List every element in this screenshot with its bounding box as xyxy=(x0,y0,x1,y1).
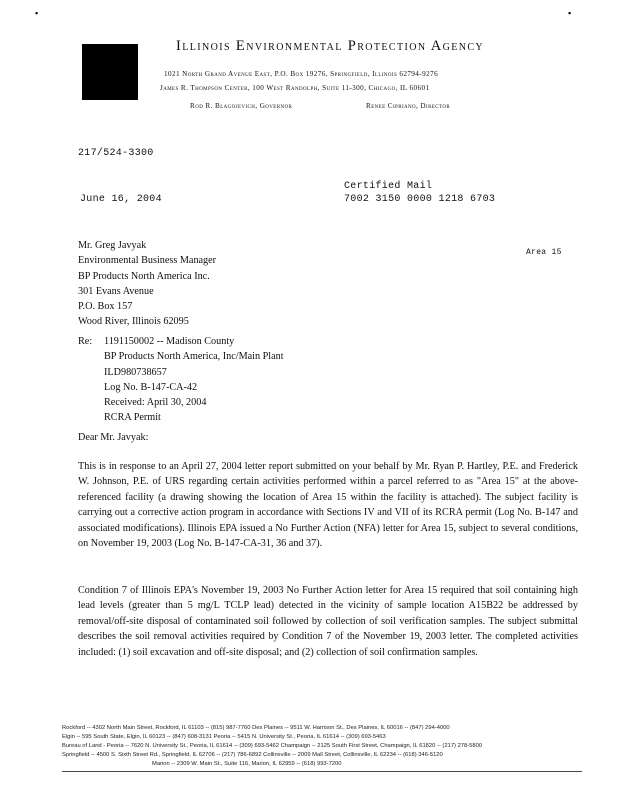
recipient-line: P.O. Box 157 xyxy=(78,301,133,313)
re-line: Received: April 30, 2004 xyxy=(104,397,207,409)
letter-date: June 16, 2004 xyxy=(80,194,162,205)
re-line: ILD980738657 xyxy=(104,366,167,378)
body-paragraph-2: Condition 7 of Illinois EPA's November 19, 2003 No Further Action letter for Area 15 required that soil containing high lead levels (greater than 5 mg/L TCLP lead) detected in the vicinity of sample location A15B22 be addressed by removal/off-site disposal of contaminated soil followed by collection of soil verification samples. The subject submittal describes the soil removal activities required by Condition 7 of the November 19, 2003 letter. The completed activities included: (1) soil excavation and off-site disposal; and (2) collection of soil confirmation samples. xyxy=(78,585,578,658)
re-line: BP Products North America, Inc/Main Plant xyxy=(104,351,284,363)
mail-number: 7002 3150 0000 1218 6703 xyxy=(344,194,496,205)
footer-rule xyxy=(62,771,582,772)
scan-mark: ▪ xyxy=(568,8,572,18)
recipient-address xyxy=(78,238,216,330)
footer-line: Springfield -- 4500 S. Sixth Street Rd., Springfield, IL 62706 -- (217) 786-6892 Collinsville -- 2009 Mall Street, Collinsville, IL 62234 -- (618) 346-5120 xyxy=(62,752,443,759)
body-paragraph-1: This is in response to an April 27, 2004 letter report submitted on your behalf by Mr. Ryan P. Hartley, P.E. and Frederick W. Johnson, P.E. of URS regarding certain activities performed within a parcel referred to as "Area 15" at the above-referenced facility (a drawing showing the location of Area 15 within the facility is attached). The subject facility is carrying out a corrective action program in accordance with Sections IV and VII of its RCRA permit (Log No. B-147 and associated modifications). Illinois EPA issued a No Further Action (NFA) letter for Area 15, subject to several conditions, on November 19, 2003 (Log No. B-147-CA-31, 36 and 37). xyxy=(78,461,578,550)
agency-name: Illinois Environmental Protection Agency xyxy=(176,38,485,54)
recipient-line: 301 Evans Avenue xyxy=(78,285,154,297)
recipient-line: Mr. Greg Javyak xyxy=(78,240,147,251)
footer-line: Rockford -- 4302 North Main Street, Rockford, IL 61103 -- (815) 987-7760 Des Plaines -- 9511 W. Harrison St., Des Plaines, IL 60016 -- (847) 294-4000 xyxy=(62,725,450,731)
re-line: Log No. B-147-CA-42 xyxy=(104,381,198,393)
director-name: Renee Cipriano, Director xyxy=(366,102,451,110)
phone-number: 217/524-3300 xyxy=(78,148,154,159)
mail-type: Certified Mail xyxy=(344,181,433,192)
recipient-line: Wood River, Illinois 62095 xyxy=(78,316,189,328)
re-label: Re: xyxy=(78,336,93,347)
agency-address-springfield: 1021 North Grand Avenue East, P.O. Box 19276, Springfield, Illinois 62794-9276 xyxy=(164,70,439,78)
recipient-line: Environmental Business Manager xyxy=(78,255,217,267)
area-label: Area 15 xyxy=(526,248,562,257)
scan-mark: ▪ xyxy=(35,8,39,18)
recipient-line: BP Products North America Inc. xyxy=(78,270,210,282)
agency-address-chicago: James R. Thompson Center, 100 West Randolph, Suite 11-300, Chicago, IL 60601 xyxy=(160,84,430,92)
re-line: RCRA Permit xyxy=(104,412,161,424)
footer-offices xyxy=(62,724,582,769)
re-line: 1191150002 -- Madison County xyxy=(104,336,235,347)
footer-line: Elgin -- 595 South State, Elgin, IL 60123 -- (847) 608-3131 Peoria -- 5415 N. University St., Peoria, IL 61614 -- (309) 693-5463 xyxy=(62,734,386,741)
re-block xyxy=(104,334,284,426)
salutation: Dear Mr. Javyak: xyxy=(78,432,149,443)
footer-line: Bureau of Land - Peoria -- 7620 N. University St., Peoria, IL 61614 -- (309) 693-5462 Champaign -- 2125 South First Street, Champaign, IL 61820 -- (217) 278-5800 xyxy=(62,743,483,750)
footer-line: Marion -- 2309 W. Main St., Suite 116, Marion, IL 62959 -- (618) 993-7200 xyxy=(152,761,342,768)
governor-name: Rod R. Blagojevich, Governor xyxy=(190,102,293,110)
agency-logo xyxy=(82,44,138,100)
